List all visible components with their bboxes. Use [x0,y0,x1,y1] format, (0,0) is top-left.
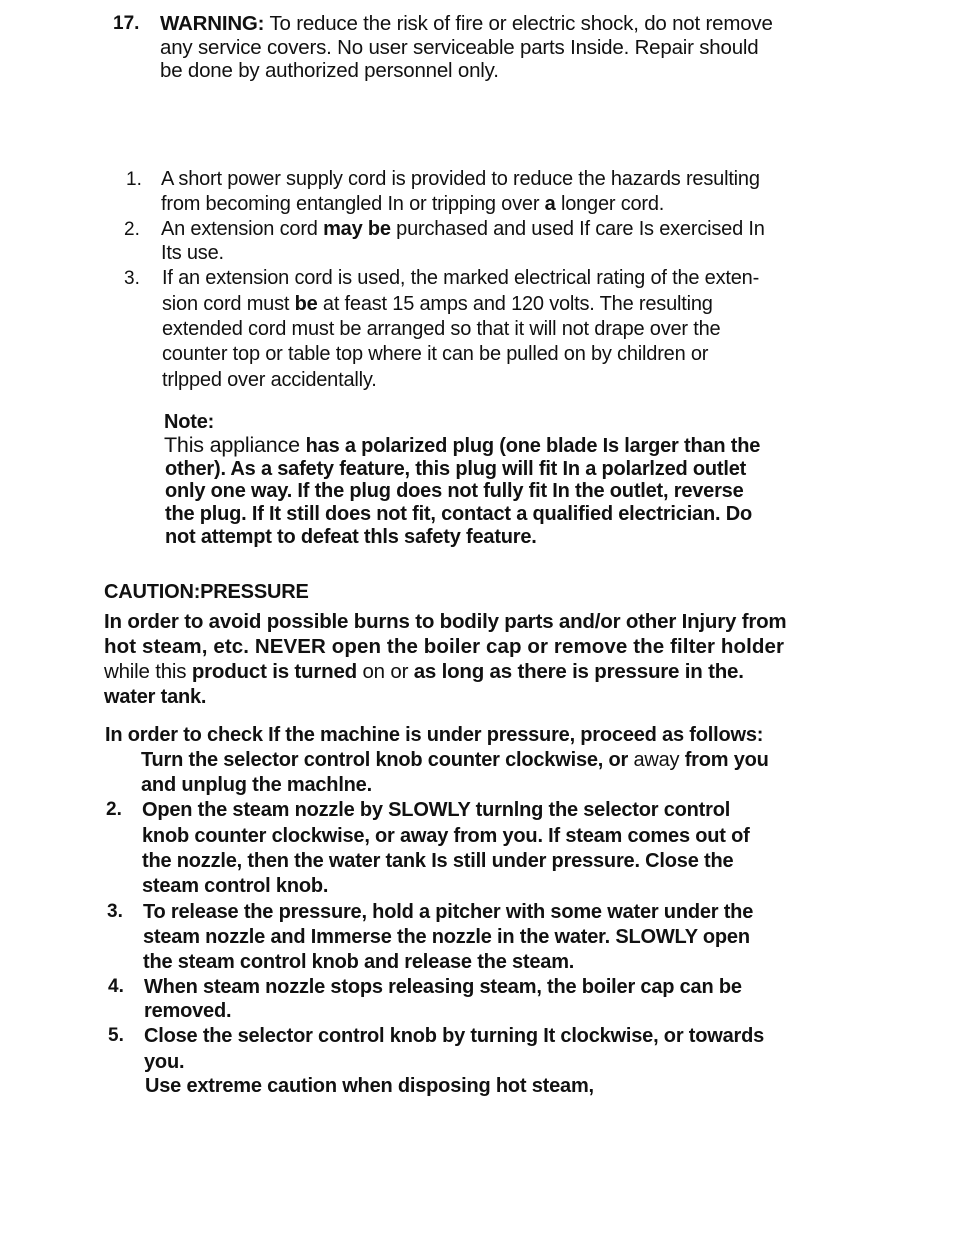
caution-line: hot steam, etc. NEVER open the boiler cap or remove the filter holder [104,635,785,658]
list-item-text: An extension cord may be purchased and used If care Is exercised In [161,218,765,240]
list-item-text: Its use. [161,242,224,264]
step-text: and unplug the machlne. [141,774,372,796]
closing-warning: Use extreme caution when disposing hot steam, [145,1075,594,1097]
caution-line: while this product is turned on or as long as there is pressure in the. [104,660,744,683]
list-item-text: sion cord must be at feast 15 amps and 120 volts. The resulting [162,293,713,315]
note-line: This appliance has a polarized plug (one blade Is larger than the [164,433,761,457]
item-number: 17. [113,13,140,34]
list-item-text: If an extension cord is used, the marked electrical rating of the exten- [162,267,760,289]
warning-line-1 [160,12,773,36]
check-intro: In order to check If the machine is under pressure, proceed as follows: [105,724,764,746]
list-item-text: from becoming entangled In or tripping over a longer cord. [161,193,665,215]
list-item-text: extended cord must be arranged so that it will not drape over the [162,318,721,340]
warning-line-2: any service covers. No user serviceable parts Inside. Repair should [160,36,759,59]
step-text: the nozzle, then the water tank Is still under pressure. Close the [142,850,734,872]
step-text: knob counter clockwise, or away from you. If steam comes out of [142,825,750,847]
list-item-text: counter top or table top where it can be pulled on by children or [162,343,709,365]
step-text: Close the selector control knob by turning It clockwise, or towards [144,1025,765,1047]
list-number: 1. [126,169,142,190]
step-text: Turn the selector control knob counter clockwise, or away from you [141,749,769,771]
note-line: other). As a safety feature, this plug will fit In a polarlzed outlet [165,458,747,480]
step-text: steam control knob. [142,875,329,897]
caution-heading: CAUTION:PRESSURE [104,581,309,603]
note-line: not attempt to defeat thls safety feature. [165,526,537,548]
list-item-text: trlpped over accidentally. [162,369,377,391]
step-text: removed. [144,1000,232,1022]
caution-line: In order to avoid possible burns to bodily parts and/or other Injury from [104,610,787,633]
warning-label: WARNING: [160,12,265,35]
step-text: Open the steam nozzle by SLOWLY turnlng the selector control [142,799,731,821]
warning-line-3: be done by authorized personnel only. [160,59,499,82]
caution-line: water tank. [104,686,207,708]
note-line: the plug. If It still does not fit, contact a qualified electrician. Do [165,503,752,525]
warning-text: To reduce the risk of fire or electric shock, do not remove [269,12,773,35]
list-item-text: A short power supply cord is provided to reduce the hazards resulting [161,168,760,190]
step-text: When steam nozzle stops releasing steam, the boiler cap can be [144,976,742,998]
step-text: To release the pressure, hold a pitcher with some water under the [143,901,754,923]
step-text: the steam control knob and release the steam. [143,951,575,973]
step-number: 3. [107,901,123,922]
note-line: only one way. If the plug does not fully fit In the outlet, reverse [165,480,744,502]
list-number: 2. [124,219,140,240]
list-number: 3. [124,268,140,289]
step-number: 5. [108,1025,124,1046]
step-text: you. [144,1051,185,1073]
step-text: steam nozzle and Immerse the nozzle in the water. SLOWLY open [143,926,750,948]
note-heading: Note: [164,411,215,433]
step-number: 4. [108,976,124,997]
step-number: 2. [106,799,122,820]
